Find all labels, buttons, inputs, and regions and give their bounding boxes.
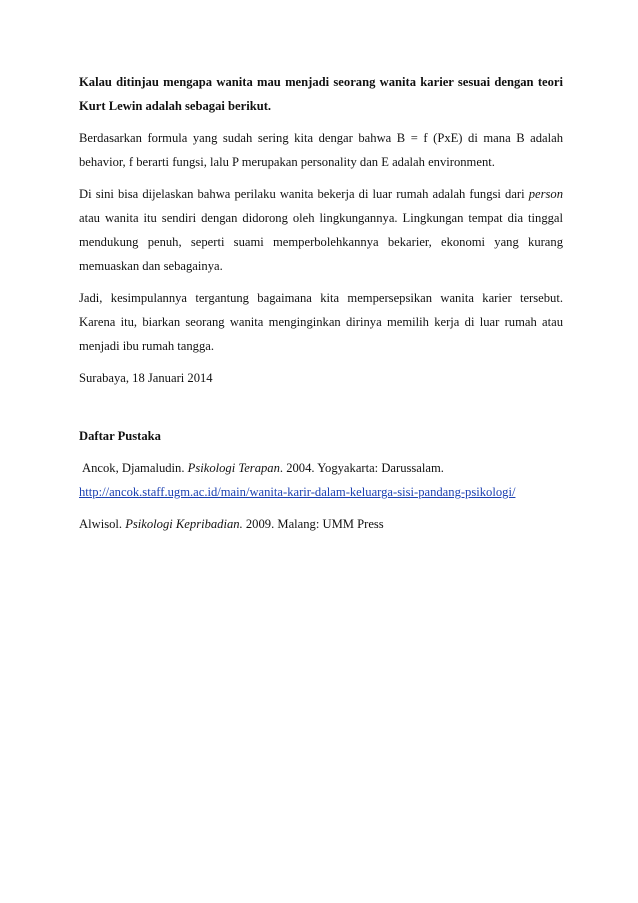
intro-heading-line-1: Kalau ditinjau mengapa wanita mau menjadi seorang wanita karier sesuai dengan teori bbox=[79, 75, 563, 89]
emphasis-person: person bbox=[528, 187, 563, 201]
reference-1 bbox=[79, 456, 563, 504]
intro-heading bbox=[79, 70, 563, 118]
bibliography-title: Daftar Pustaka bbox=[79, 429, 161, 443]
paragraph-formula-line-1: Berdasarkan formula yang sudah sering kita dengar bahwa B = f (PxE) di mana B adalah bbox=[79, 131, 563, 145]
intro-heading-line-2: Kurt Lewin adalah sebagai berikut. bbox=[79, 99, 272, 113]
reference-2-publisher: 2009. Malang: UMM Press bbox=[242, 517, 384, 531]
paragraph-formula bbox=[79, 126, 563, 174]
paragraph-conclusion-line-2: Karena itu, biarkan seorang wanita menginginkan dirinya memilih kerja di luar rumah atau bbox=[79, 315, 563, 329]
place-date: Surabaya, 18 Januari 2014 bbox=[79, 371, 213, 385]
paragraph-conclusion bbox=[79, 286, 563, 358]
paragraph-formula-line-2: behavior, f berarti fungsi, lalu P merupakan personality dan E adalah environment. bbox=[79, 155, 495, 169]
reference-2-book: Psikologi Kepribadian. bbox=[125, 517, 243, 531]
reference-1-url-line bbox=[79, 480, 563, 504]
paragraph-explanation-line-4: memuaskan dan sebagainya. bbox=[79, 259, 223, 273]
reference-1-book: Psikologi Terapan bbox=[187, 461, 280, 475]
paragraph-conclusion-line-1: Jadi, kesimpulannya tergantung bagaimana kita mempersepsikan wanita karier tersebut. bbox=[79, 291, 563, 305]
reference-2-author: Alwisol. bbox=[79, 517, 126, 531]
paragraph-explanation-line-3: mendukung penuh, seperti suami memperbolehkannya bekarier, ekonomi yang kurang bbox=[79, 235, 563, 249]
paragraph-explanation-line-1 bbox=[79, 182, 563, 206]
reference-2-citation bbox=[79, 512, 563, 536]
bibliography bbox=[79, 424, 563, 544]
reference-1-author: Ancok, Djamaludin. bbox=[82, 461, 188, 475]
reference-1-citation bbox=[79, 456, 563, 480]
paragraph-conclusion-line-3: menjadi ibu rumah tangga. bbox=[79, 339, 214, 353]
body-text bbox=[79, 70, 563, 390]
reference-1-url-link[interactable]: http://ancok.staff.ugm.ac.id/main/wanita-karir-dalam-keluarga-sisi-pandang-psikologi/ bbox=[79, 485, 516, 499]
reference-2 bbox=[79, 512, 563, 536]
paragraph-explanation-line-1-text: Di sini bisa dijelaskan bahwa perilaku wanita bekerja di luar rumah adalah fungsi dari bbox=[79, 187, 529, 201]
paragraph-explanation-line-2: atau wanita itu sendiri dengan didorong oleh lingkungannya. Lingkungan tempat dia tinggal bbox=[79, 211, 563, 225]
paragraph-explanation bbox=[79, 182, 563, 278]
reference-1-publisher: . 2004. Yogyakarta: Darussalam. bbox=[279, 461, 444, 475]
